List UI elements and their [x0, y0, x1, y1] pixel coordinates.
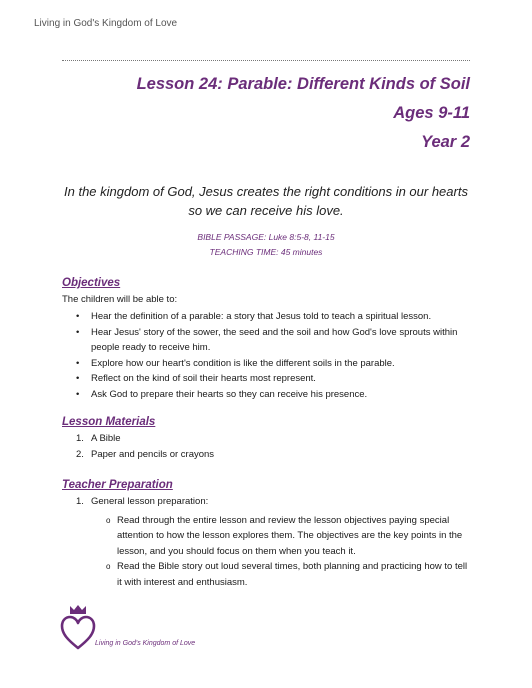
list-item — [62, 494, 470, 510]
sub-list-item: o Read the Bible story out loud several times, both planning and practicing how to tell it with interest and enthusiasm. — [62, 559, 470, 590]
list-text: Paper and pencils or crayons — [91, 448, 215, 460]
list-number: 2. — [76, 448, 84, 460]
objectives-list — [62, 309, 470, 402]
heart-crown-logo-icon — [58, 602, 98, 652]
list-item: • Hear Jesus' story of the sower, the seed and the soil and how God's love sprouts within people ready to receive him. — [62, 325, 470, 356]
lesson-theme-line-1: In the kingdom of God, Jesus creates the right conditions in our hearts — [64, 184, 468, 199]
materials-heading: Lesson Materials — [62, 416, 156, 428]
list-item: • Explore how our heart's condition is like the different soils in the parable. — [62, 356, 470, 372]
lesson-title: Lesson 24: Parable: Different Kinds of Soil — [136, 75, 470, 93]
list-item — [62, 431, 470, 447]
header-divider — [62, 60, 470, 61]
objectives-heading: Objectives — [62, 277, 121, 289]
preparation-section — [62, 478, 470, 590]
title-block — [137, 70, 470, 157]
sub-list-item: o Read through the entire lesson and review the lesson objectives paying special attention to how the lesson explores them. The objectives are the key points in the lesson, and you should focus on them when you teach it. — [62, 513, 470, 560]
teaching-time: TEACHING TIME: 45 minutes — [209, 247, 323, 257]
lesson-theme-line-2: so we can receive his love. — [188, 203, 344, 218]
bible-passage: BIBLE PASSAGE: Luke 8:5-8, 11-15 — [197, 232, 335, 242]
lesson-theme — [62, 182, 470, 220]
objectives-section — [62, 276, 470, 402]
running-header: Living in God's Kingdom of Love — [34, 18, 178, 29]
preparation-heading: Teacher Preparation — [62, 479, 173, 491]
footer-text: Living in God's Kingdom of Love — [95, 640, 196, 647]
objectives-lead: The children will be able to: — [62, 294, 178, 305]
preparation-sublist — [62, 513, 470, 591]
materials-section — [62, 415, 470, 462]
year-label: Year 2 — [421, 133, 470, 151]
preparation-list — [62, 494, 470, 510]
age-range: Ages 9-11 — [393, 104, 470, 122]
passage-info — [62, 230, 470, 260]
list-number: 1. — [76, 433, 84, 444]
list-item — [62, 447, 470, 463]
list-text: General lesson preparation: — [91, 496, 209, 507]
list-item: • Reflect on the kind of soil their hearts most represent. — [62, 371, 470, 387]
list-item: • Hear the definition of a parable: a story that Jesus told to teach a spiritual lesson. — [62, 309, 470, 325]
list-item: • Ask God to prepare their hearts so they can receive his presence. — [62, 387, 470, 403]
materials-list — [62, 431, 470, 462]
list-number: 1. — [76, 496, 84, 507]
list-text: A Bible — [91, 433, 121, 444]
